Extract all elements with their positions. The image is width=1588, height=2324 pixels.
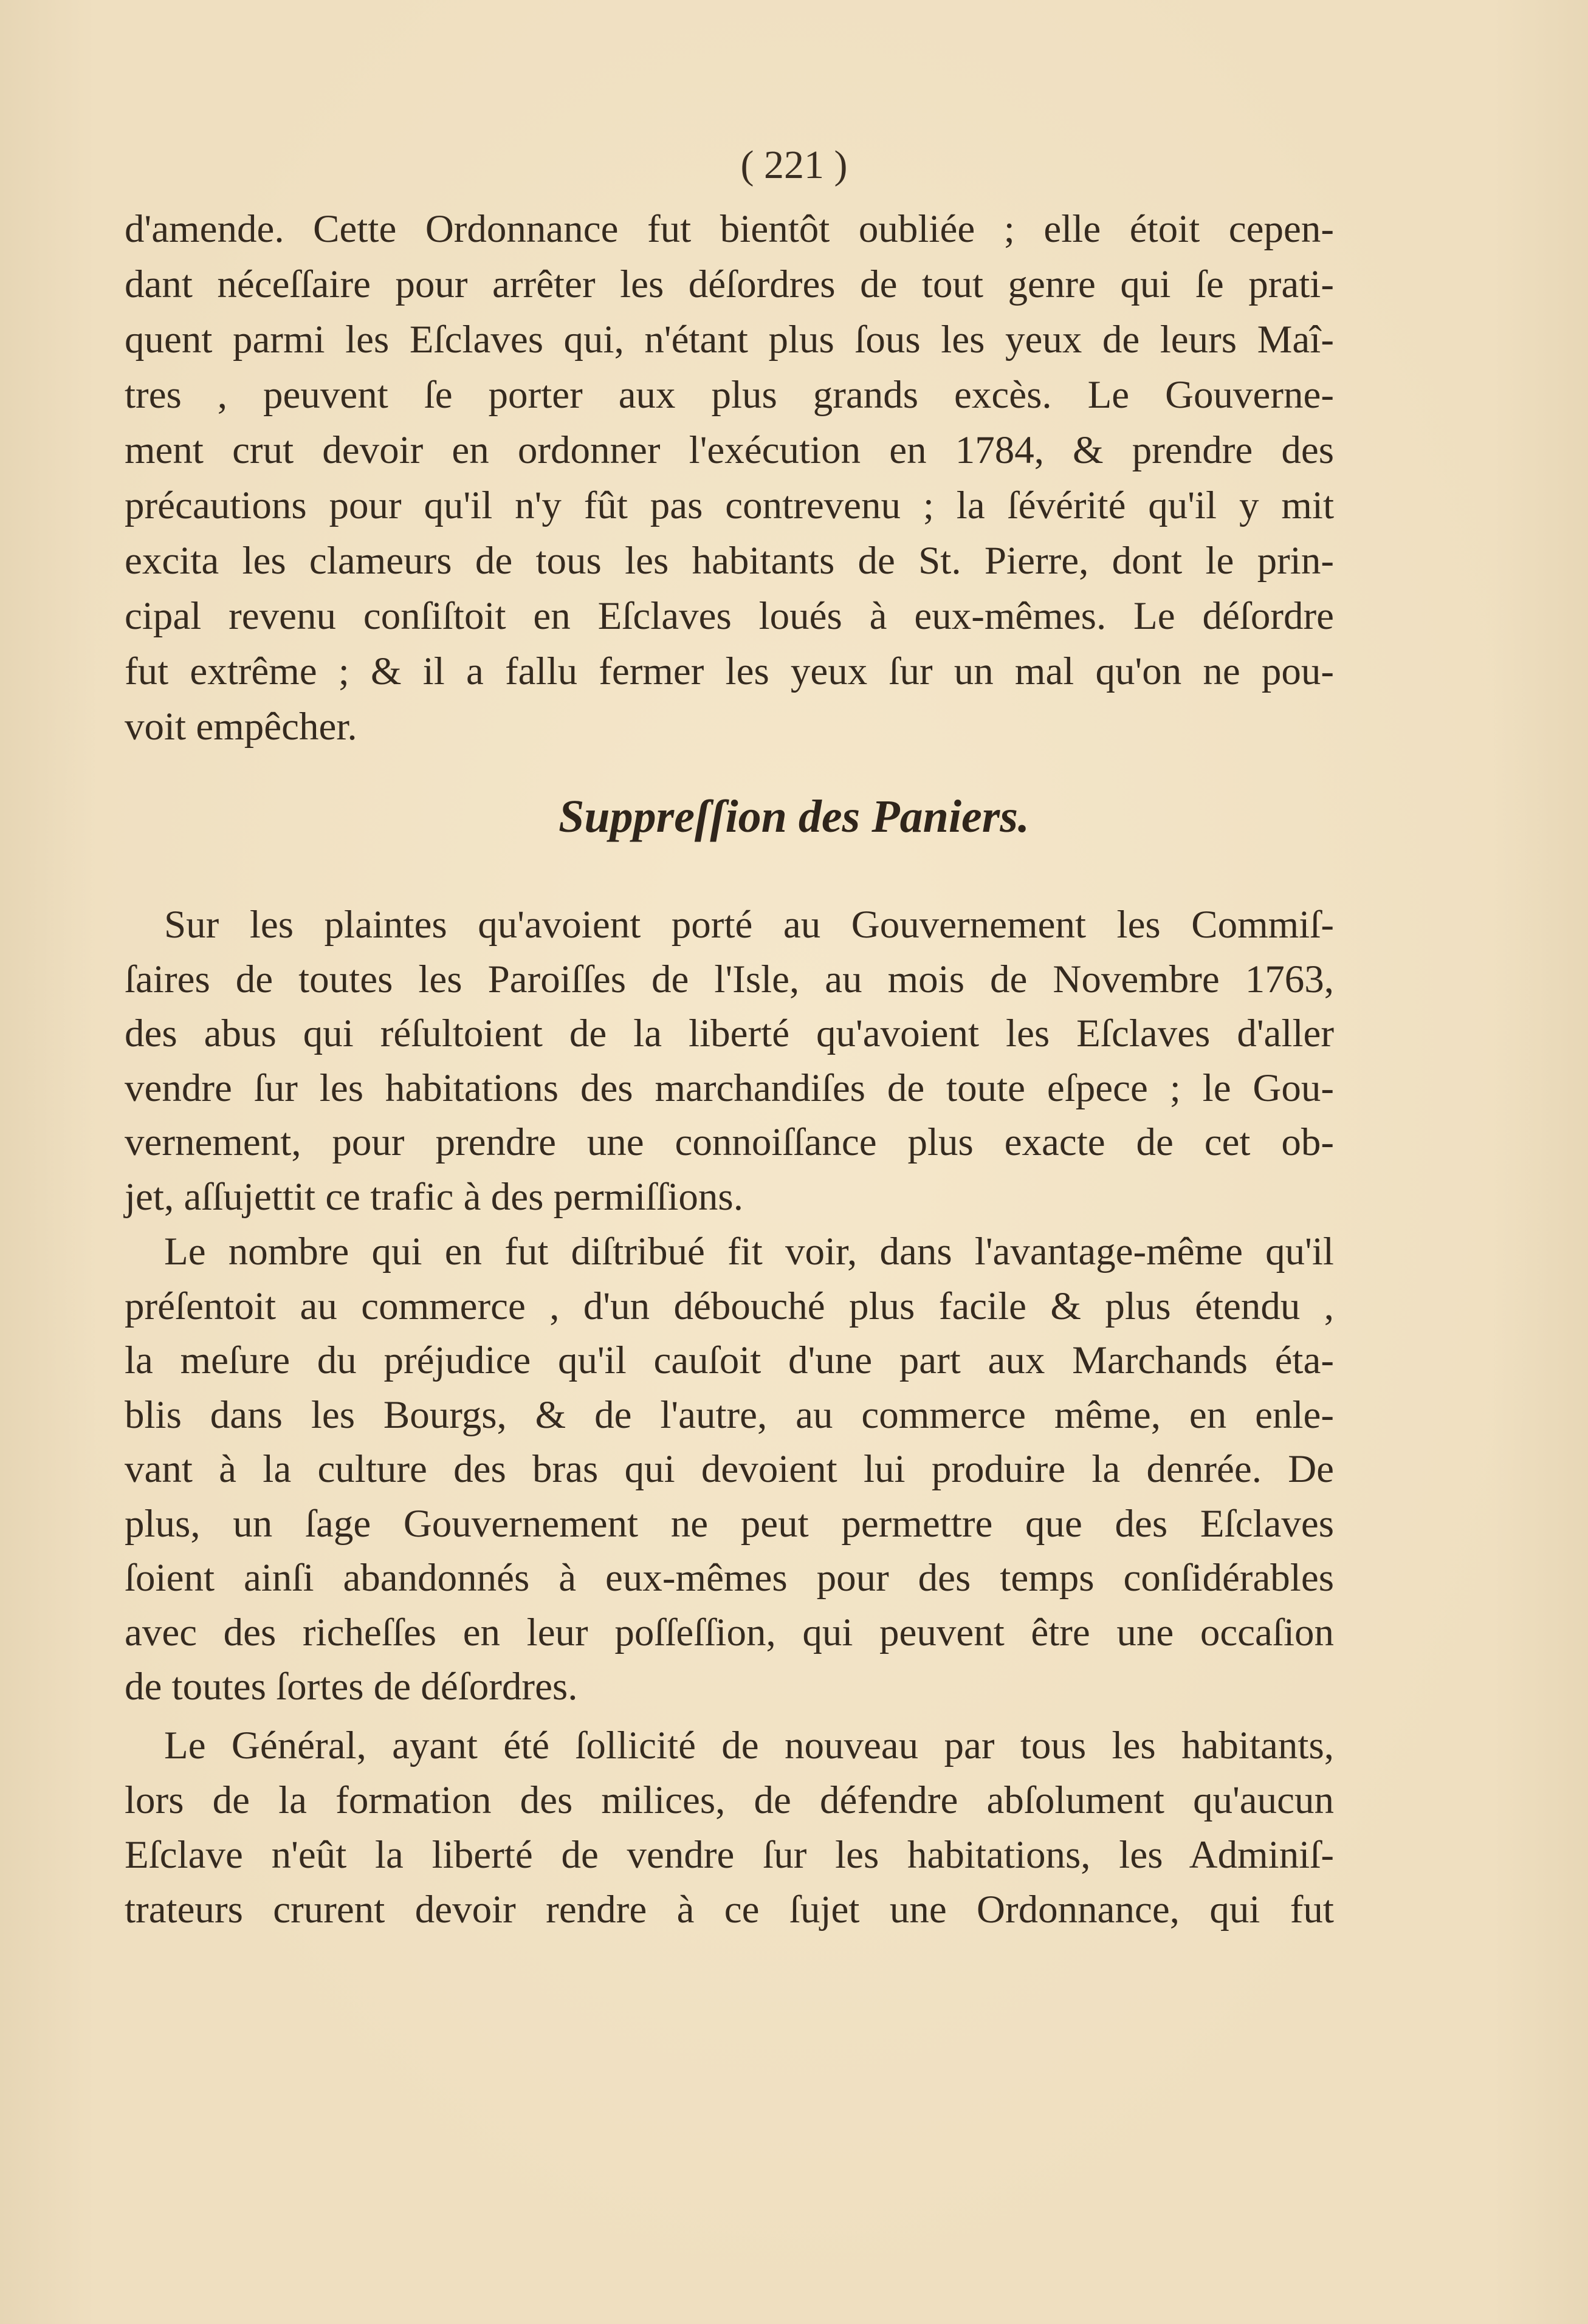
text-line: excita les clameurs de tous les habitants de St. Pierre, dont le prin- bbox=[125, 539, 1334, 583]
section-heading: Suppreſſion des Paniers. bbox=[559, 791, 1029, 842]
text-line: vant à la culture des bras qui devoient lui produire la denrée. De bbox=[125, 1447, 1334, 1491]
text-line: dant néceſſaire pour arrêter les déſordres de tout genre qui ſe prati- bbox=[125, 262, 1334, 306]
text-line: ſoient ainſi abandonnés à eux-mêmes pour des temps conſidérables bbox=[125, 1556, 1334, 1600]
paragraph-2 bbox=[125, 898, 1334, 1224]
text-line: vernement, pour prendre une connoiſſance plus exacte de cet ob- bbox=[125, 1120, 1334, 1164]
text-line: trateurs crurent devoir rendre à ce ſujet une Ordonnance, qui fut bbox=[125, 1888, 1334, 1932]
text-line: la meſure du préjudice qu'il cauſoit d'une part aux Marchands éta- bbox=[125, 1339, 1334, 1382]
text-line: des abus qui réſultoient de la liberté qu'avoient les Eſclaves d'aller bbox=[125, 1012, 1334, 1055]
paragraph-3 bbox=[125, 1225, 1334, 1715]
paragraph-1-body bbox=[125, 202, 1334, 755]
page-number: ( 221 ) bbox=[740, 143, 848, 187]
text-line: tres , peuvent ſe porter aux plus grands excès. Le Gouverne- bbox=[125, 373, 1334, 417]
text-line: fut extrême ; & il a fallu fermer les yeux ſur un mal qu'on ne pou- bbox=[125, 650, 1334, 693]
text-line: voit empêcher. bbox=[125, 705, 357, 749]
text-line: Le Général, ayant été ſollicité de nouveau par tous les habitants, bbox=[164, 1724, 1334, 1767]
paragraph-4 bbox=[125, 1718, 1334, 1937]
text-line: Sur les plaintes qu'avoient porté au Gouvernement les Commiſ- bbox=[164, 903, 1334, 947]
text-line: Le nombre qui en fut diſtribué fit voir, dans l'avantage-même qu'il bbox=[164, 1230, 1334, 1273]
text-line: d'amende. Cette Ordonnance fut bientôt oubliée ; elle étoit cepen- bbox=[125, 207, 1334, 251]
text-line: cipal revenu conſiſtoit en Eſclaves loués à eux-mêmes. Le déſordre bbox=[125, 594, 1334, 638]
text-line: préſentoit au commerce , d'un débouché plus facile & plus étendu , bbox=[125, 1284, 1334, 1328]
paragraph-2-body bbox=[125, 898, 1334, 1224]
text-line: ſaires de toutes les Paroiſſes de l'Isle, au mois de Novembre 1763, bbox=[125, 957, 1334, 1001]
paragraph-3-body bbox=[125, 1225, 1334, 1715]
text-line: précautions pour qu'il n'y fût pas contrevenu ; la ſévérité qu'il y mit bbox=[125, 484, 1334, 527]
text-line: plus, un ſage Gouvernement ne peut permettre que des Eſclaves bbox=[125, 1501, 1334, 1546]
text-line: blis dans les Bourgs, & de l'autre, au commerce même, en enle- bbox=[125, 1393, 1334, 1437]
text-line: lors de la formation des milices, de défendre abſolument qu'aucun bbox=[125, 1778, 1334, 1822]
paragraph-4-body bbox=[125, 1718, 1334, 1937]
text-line: de toutes ſortes de déſordres. bbox=[125, 1665, 578, 1709]
text-line: avec des richeſſes en leur poſſeſſion, qui peuvent être une occaſion bbox=[125, 1610, 1334, 1654]
text-line: jet, aſſujettit ce trafic à des permiſſions. bbox=[125, 1174, 743, 1219]
text-line: Eſclave n'eût la liberté de vendre ſur les habitations, les Adminiſ- bbox=[125, 1833, 1334, 1877]
text-line: vendre ſur les habitations des marchandiſes de toute eſpece ; le Gou- bbox=[125, 1066, 1334, 1110]
text-line: ment crut devoir en ordonner l'exécution en 1784, & prendre des bbox=[125, 428, 1334, 472]
paragraph-1 bbox=[125, 202, 1334, 755]
text-line: quent parmi les Eſclaves qui, n'étant plus ſous les yeux de leurs Maî- bbox=[125, 318, 1334, 362]
